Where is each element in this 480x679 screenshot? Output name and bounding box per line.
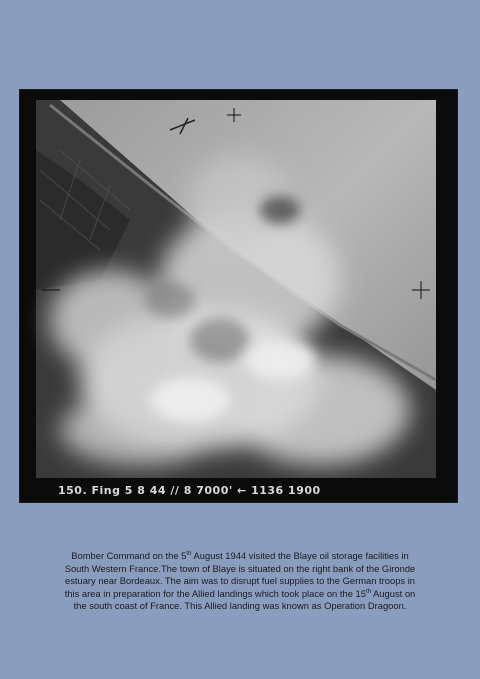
photo-caption xyxy=(54,550,426,613)
caption-line: estuary near Bordeaux. The aim was to disrupt fuel supplies to the German troops in xyxy=(64,575,415,587)
aerial-reconnaissance-photo xyxy=(20,90,457,502)
caption-line xyxy=(54,550,426,563)
caption-superscript: th xyxy=(365,588,371,595)
caption-text: August on xyxy=(370,587,416,599)
caption-text: Bomber Command on the 5 xyxy=(71,550,187,561)
caption-superscript: th xyxy=(186,550,192,557)
film-strip-annotation: 150. Fing 5 8 44 // 8 7000' ← 1136 1900 xyxy=(58,484,321,497)
caption-text: this area in preparation for the Allied landings which took place on the 15 xyxy=(64,587,366,599)
caption-text: August 1944 visited the Blaye oil storage facilities in xyxy=(191,550,409,561)
aerial-photo-image xyxy=(20,90,457,502)
caption-line: the south coast of France. This Allied landing was known as Operation Dragoon. xyxy=(73,600,407,612)
caption-line: South Western France.The town of Blaye is situated on the right bank of the Gironde xyxy=(64,562,416,574)
caption-line xyxy=(54,588,426,601)
